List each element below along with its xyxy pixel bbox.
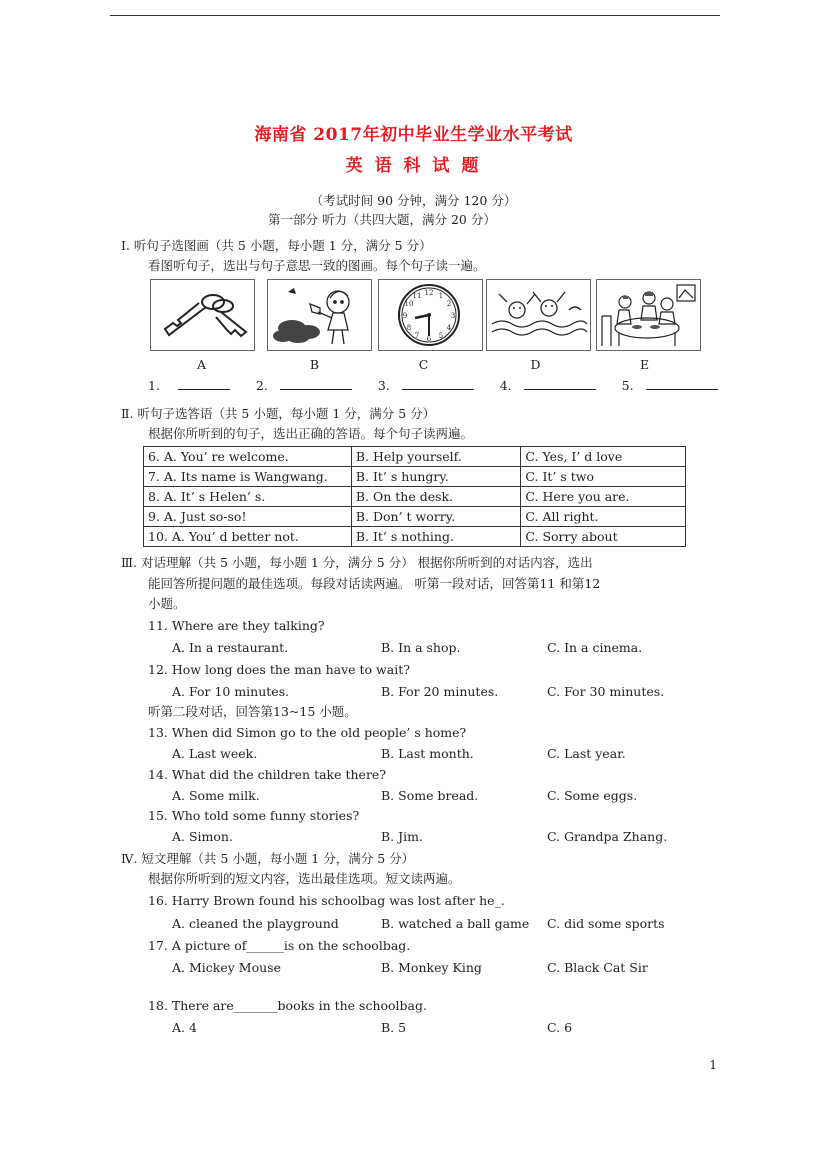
section3-heading-line2: 能回答所提问题的最佳选项。每段对话读两遍。 听第一段对话，回答第11 和第12: [148, 576, 601, 591]
q16-option-b: B. watched a ball game: [381, 916, 530, 931]
answer-number-2: 2.: [255, 378, 268, 393]
section2-heading: Ⅱ. 听句子选答语（共 5 小题，每小题 1 分，满分 5 分）: [121, 406, 436, 421]
table-row: [144, 507, 686, 527]
q15-option-b: B. Jim.: [381, 829, 423, 844]
swimming-kids-icon: [486, 279, 591, 351]
table-cell: C. Sorry about: [521, 527, 686, 547]
table-cell: 8. A. It’ s Helen’ s.: [144, 487, 352, 507]
table-cell: 9. A. Just so-so!: [144, 507, 352, 527]
svg-text:4: 4: [446, 324, 452, 332]
girl-watering-flowers-icon: [267, 279, 372, 351]
q17-option-a: A. Mickey Mouse: [172, 960, 281, 975]
svg-text:10: 10: [404, 300, 414, 308]
table-row: [144, 467, 686, 487]
svg-text:3: 3: [450, 312, 456, 320]
exam-title: 海南省 2017年初中毕业生学业水平考试: [254, 125, 573, 145]
svg-text:7: 7: [414, 332, 420, 340]
q17-option-b: B. Monkey King: [381, 960, 482, 975]
options-table: [143, 446, 686, 547]
q14-option-c: C. Some eggs.: [547, 788, 638, 803]
q11-option-c: C. In a cinema.: [547, 640, 643, 655]
section4-instruction: 根据你所听到的短文内容，选出最佳选项。短文读两遍。: [148, 871, 461, 886]
question-18: 18. There are_______books in the schoolbag.: [148, 998, 427, 1013]
question-14: 14. What did the children take there?: [148, 767, 387, 782]
answer-blank-3[interactable]: [402, 377, 474, 390]
question-16: 16. Harry Brown found his schoolbag was lost after he_.: [148, 893, 505, 908]
q13-option-a: A. Last week.: [172, 746, 258, 761]
q11-option-b: B. In a shop.: [381, 640, 461, 655]
answer-number-5: 5.: [621, 378, 634, 393]
table-cell: 6. A. You’ re welcome.: [144, 447, 352, 467]
header-rule: [110, 15, 720, 16]
q13-option-b: B. Last month.: [381, 746, 474, 761]
table-cell: 10. A. You’ d better not.: [144, 527, 352, 547]
answer-blank-5[interactable]: [646, 377, 718, 390]
table-cell: C. Yes, I’ d love: [521, 447, 686, 467]
answer-blank-1[interactable]: [178, 377, 230, 390]
q18-option-a: A. 4: [172, 1020, 197, 1035]
q16-option-a: A. cleaned the playground: [172, 916, 339, 931]
table-cell: C. All right.: [521, 507, 686, 527]
question-12: 12. How long does the man have to wait?: [148, 662, 410, 677]
table-cell: B. It’ s hungry.: [351, 467, 521, 487]
answer-number-1: 1.: [148, 378, 160, 393]
q13-option-c: C. Last year.: [547, 746, 626, 761]
table-cell: B. Help yourself.: [351, 447, 521, 467]
picture-row: [150, 279, 702, 351]
table-row: [144, 527, 686, 547]
q18-option-c: C. 6: [547, 1020, 573, 1035]
picture-label-c: C: [418, 357, 429, 372]
family-dinner-icon: [596, 279, 701, 351]
section3-mid-instruction: 听第二段对话，回答第13~15 小题。: [148, 704, 357, 719]
table-cell: 7. A. Its name is Wangwang.: [144, 467, 352, 487]
question-17: 17. A picture of______is on the schoolbag.: [148, 938, 411, 953]
svg-text:9: 9: [402, 312, 408, 320]
section1-instruction: 看图听句子，选出与句子意思一致的图画。每个句子读一遍。: [148, 258, 486, 273]
svg-text:12: 12: [424, 289, 434, 297]
q17-option-c: C. Black Cat Sir: [547, 960, 648, 975]
q15-option-c: C. Grandpa Zhang.: [547, 829, 668, 844]
section4-heading: Ⅳ. 短文理解（共 5 小题，每小题 1 分，满分 5 分）: [121, 851, 415, 866]
q16-option-c: C. did some sports: [547, 916, 665, 931]
table-row: [144, 487, 686, 507]
section1-heading: Ⅰ. 听句子选图画（共 5 小题，每小题 1 分，满分 5 分）: [121, 238, 432, 253]
page-number: 1: [709, 1058, 717, 1072]
svg-text:2: 2: [446, 300, 452, 308]
table-cell: B. It’ s nothing.: [351, 527, 521, 547]
svg-text:1: 1: [438, 292, 444, 300]
q18-option-b: B. 5: [381, 1020, 407, 1035]
picture-label-d: D: [530, 357, 541, 372]
q12-option-a: A. For 10 minutes.: [172, 684, 290, 699]
keys-icon: [150, 279, 255, 351]
svg-text:8: 8: [406, 324, 412, 332]
answer-number-3: 3.: [377, 378, 390, 393]
picture-label-a: A: [196, 357, 207, 372]
picture-label-b: B: [309, 357, 320, 372]
table-row: [144, 447, 686, 467]
answer-blank-4[interactable]: [524, 377, 596, 390]
answer-row: [148, 377, 718, 395]
svg-text:5: 5: [438, 332, 444, 340]
table-cell: C. It’ s two: [521, 467, 686, 487]
svg-text:6: 6: [426, 335, 432, 343]
table-cell: B. Don’ t worry.: [351, 507, 521, 527]
q12-option-c: C. For 30 minutes.: [547, 684, 665, 699]
section2-instruction: 根据你所听到的句子，选出正确的答语。每个句子读两遍。: [148, 426, 474, 441]
section3-heading-line1: Ⅲ. 对话理解（共 5 小题，每小题 1 分，满分 5 分） 根据你所听到的对话内容，选出: [121, 555, 593, 570]
section3-heading-line3: 小题。: [148, 596, 186, 611]
answer-blank-2[interactable]: [280, 377, 352, 390]
q11-option-a: A. In a restaurant.: [172, 640, 289, 655]
picture-label-e: E: [639, 357, 650, 372]
part1-heading: 第一部分 听力（共四大题，满分 20 分）: [268, 212, 496, 227]
q14-option-b: B. Some bread.: [381, 788, 479, 803]
question-15: 15. Who told some funny stories?: [148, 808, 360, 823]
table-cell: C. Here you are.: [521, 487, 686, 507]
exam-subtitle: 英 语 科 试 题: [345, 156, 482, 176]
q12-option-b: B. For 20 minutes.: [381, 684, 499, 699]
q14-option-a: A. Some milk.: [172, 788, 260, 803]
svg-text:11: 11: [412, 292, 422, 300]
table-cell: B. On the desk.: [351, 487, 521, 507]
question-13: 13. When did Simon go to the old people’ s home?: [148, 725, 467, 740]
question-11: 11. Where are they talking?: [148, 618, 325, 633]
clock-icon: [378, 279, 483, 351]
time-info: （考试时间 90 分钟，满分 120 分）: [310, 193, 517, 208]
answer-number-4: 4.: [499, 378, 512, 393]
q15-option-a: A. Simon.: [172, 829, 233, 844]
